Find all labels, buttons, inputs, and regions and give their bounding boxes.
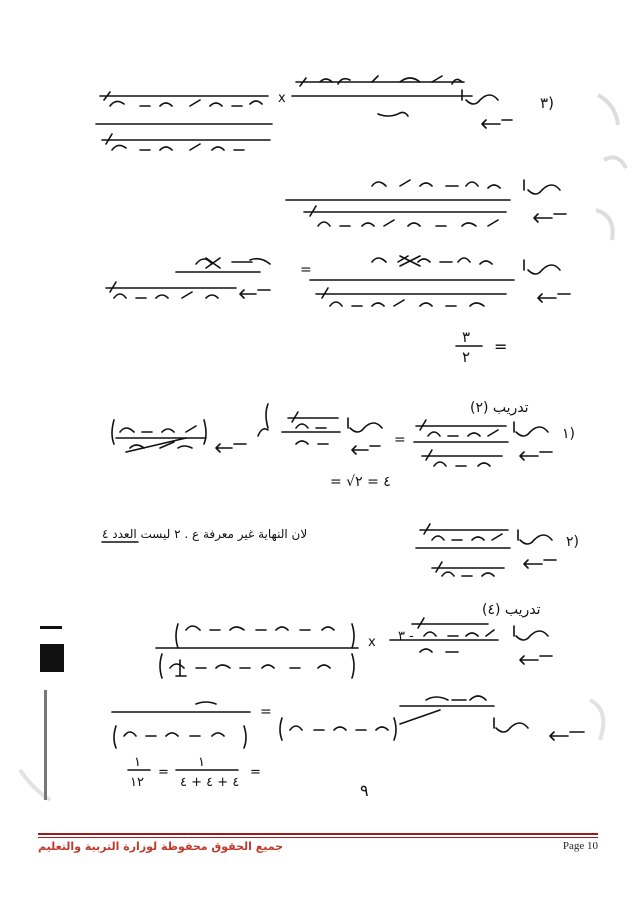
svg-text:١: ١ — [198, 755, 205, 770]
svg-text:٤ + ٤ + ٤: ٤ + ٤ + ٤ — [180, 775, 240, 790]
svg-text:=: = — [158, 765, 169, 780]
handwritten-page-number: ٩ — [360, 781, 369, 800]
svg-text:x: x — [278, 91, 286, 106]
footer-rule — [38, 833, 598, 835]
svg-text:=: = — [250, 765, 261, 780]
drill-4 — [156, 602, 552, 678]
page-number: Page 10 — [562, 840, 598, 852]
drill-2-item-2 — [102, 524, 579, 576]
result-sqrt4: = √٤ = ٢ — [330, 474, 391, 490]
exercise-3-step-3 — [106, 256, 570, 306]
drill-4-step-2 — [112, 696, 584, 748]
final-result — [128, 755, 369, 800]
result-three-halves — [456, 328, 507, 366]
copyright-notice: جميع الحقوق محفوظة لوزارة التربية والتعليم — [38, 840, 284, 853]
svg-text:٢: ٢ — [462, 348, 471, 366]
svg-text:١: ١ — [134, 755, 141, 770]
footer-rule-secondary — [38, 837, 598, 838]
svg-text:١٢: ١٢ — [130, 775, 144, 790]
drill4-label: تدريب (٤) — [482, 602, 541, 618]
item1-label: ١) — [562, 426, 575, 442]
svg-text:=: = — [260, 704, 272, 720]
item2-note: لان النهاية غير معرفة ع . ٢ ليست العدد ٤ — [102, 527, 308, 541]
item2-label: ٢) — [566, 534, 579, 550]
svg-text:x: x — [368, 635, 376, 650]
svg-text:٣ -: ٣ - — [398, 629, 414, 644]
exercise-3-step-1 — [96, 76, 554, 150]
svg-text:=: = — [300, 262, 312, 278]
svg-text:=: = — [494, 337, 508, 356]
svg-text:٣: ٣ — [462, 328, 471, 346]
svg-text:=: = — [394, 432, 406, 448]
ex3-label: ٣) — [540, 94, 554, 112]
exercise-3-step-2 — [286, 180, 566, 226]
drill2-label: تدريب (٢) — [470, 400, 529, 416]
drill-2 — [112, 400, 575, 490]
